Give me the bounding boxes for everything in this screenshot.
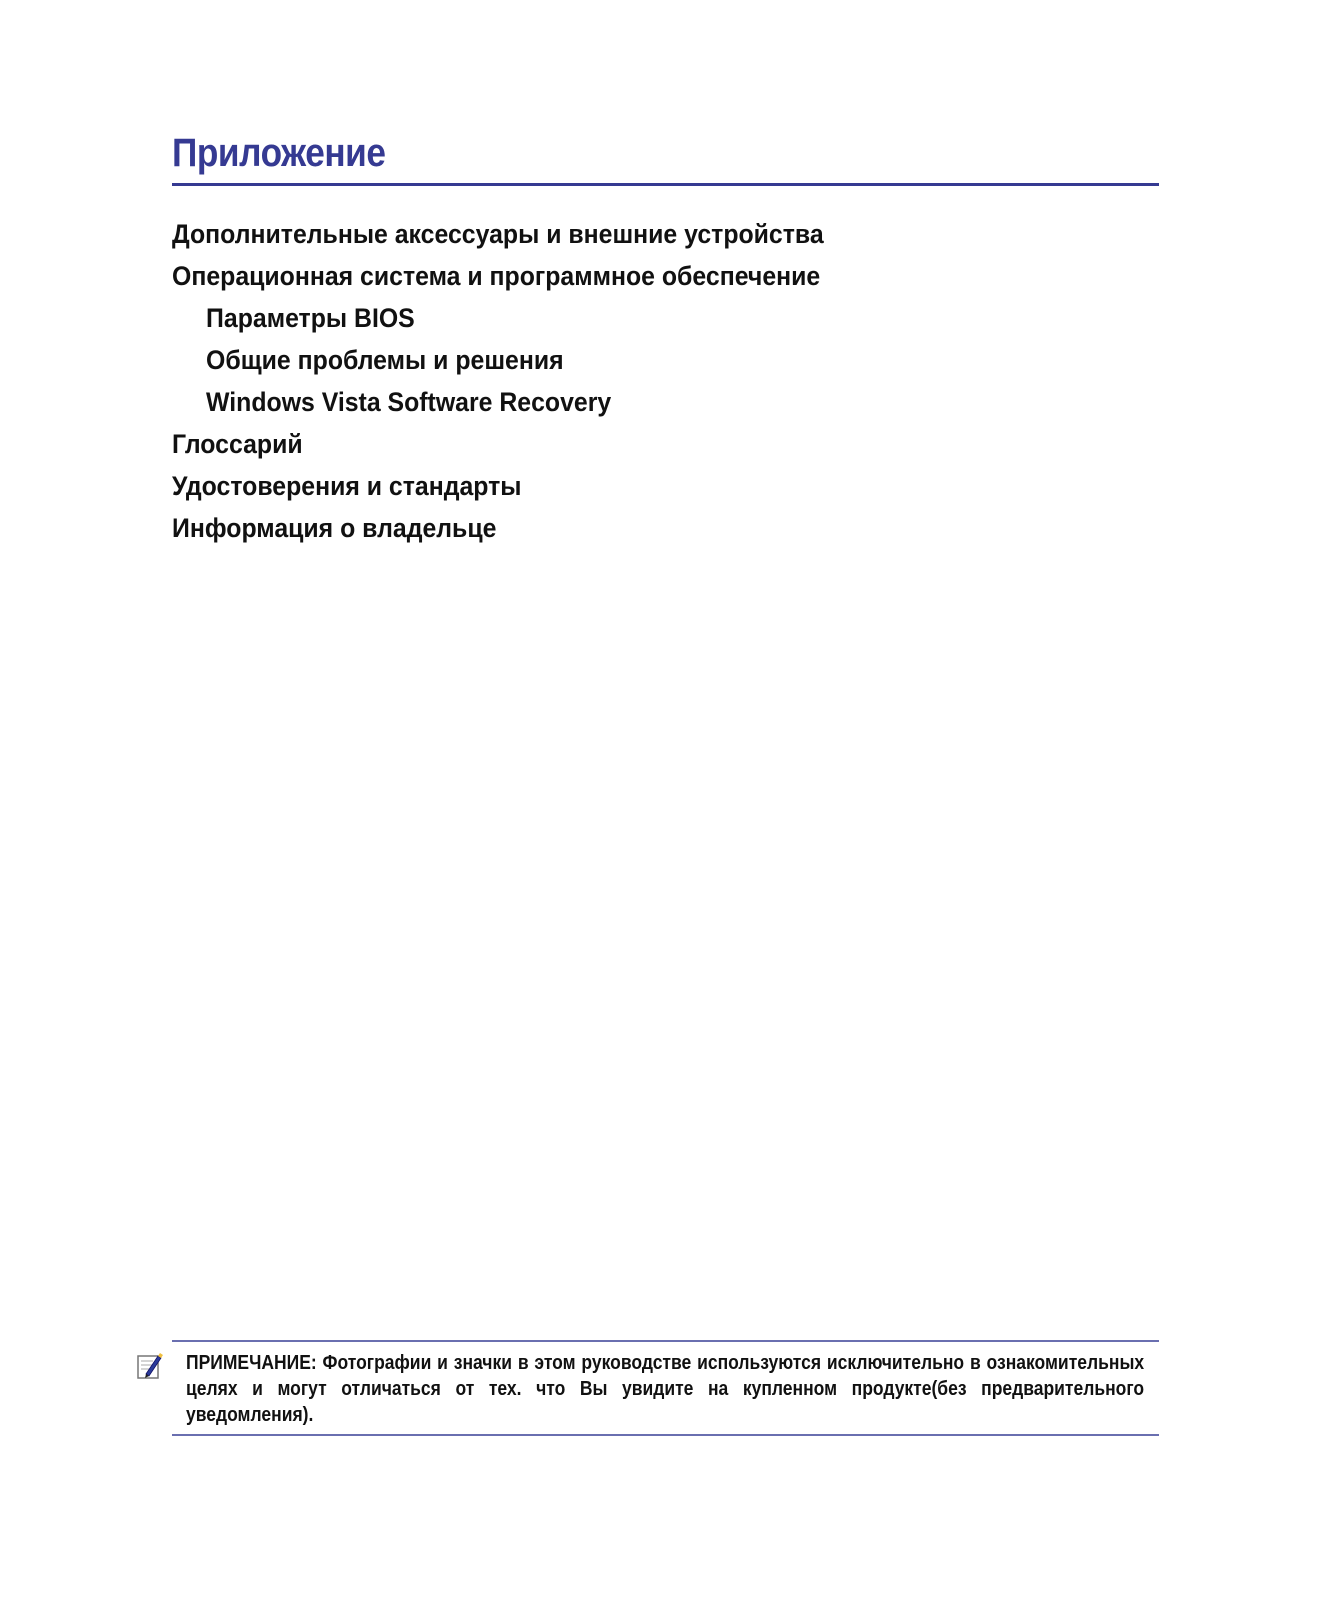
toc-item-bios-settings[interactable]: Параметры BIOS <box>206 303 415 333</box>
toc-item-owner-info[interactable]: Информация о владельце <box>172 513 497 543</box>
title-divider <box>172 183 1159 186</box>
note-pencil-icon <box>136 1352 164 1382</box>
toc-item-glossary[interactable]: Глоссарий <box>172 429 303 459</box>
table-of-contents <box>172 213 880 549</box>
toc-item-vista-recovery[interactable]: Windows Vista Software Recovery <box>206 387 612 417</box>
page-title: Приложение <box>172 131 386 175</box>
toc-item-accessories[interactable]: Дополнительные аксессуары и внешние устройства <box>172 219 824 249</box>
note-divider-top <box>172 1340 1159 1342</box>
note-divider-bottom <box>172 1434 1159 1436</box>
toc-item-operating-system[interactable]: Операционная система и программное обеспечение <box>172 261 821 291</box>
toc-item-certifications[interactable]: Удостоверения и стандарты <box>172 471 522 501</box>
toc-item-common-problems[interactable]: Общие проблемы и решения <box>206 345 564 375</box>
note-text: ПРИМЕЧАНИЕ: Фотографии и значки в этом руководстве используются исключительно в ознакомительных целях и могут отличаться от тех. что Вы увидите на купленном продукте(без предварительного уведомления). <box>186 1352 1145 1426</box>
